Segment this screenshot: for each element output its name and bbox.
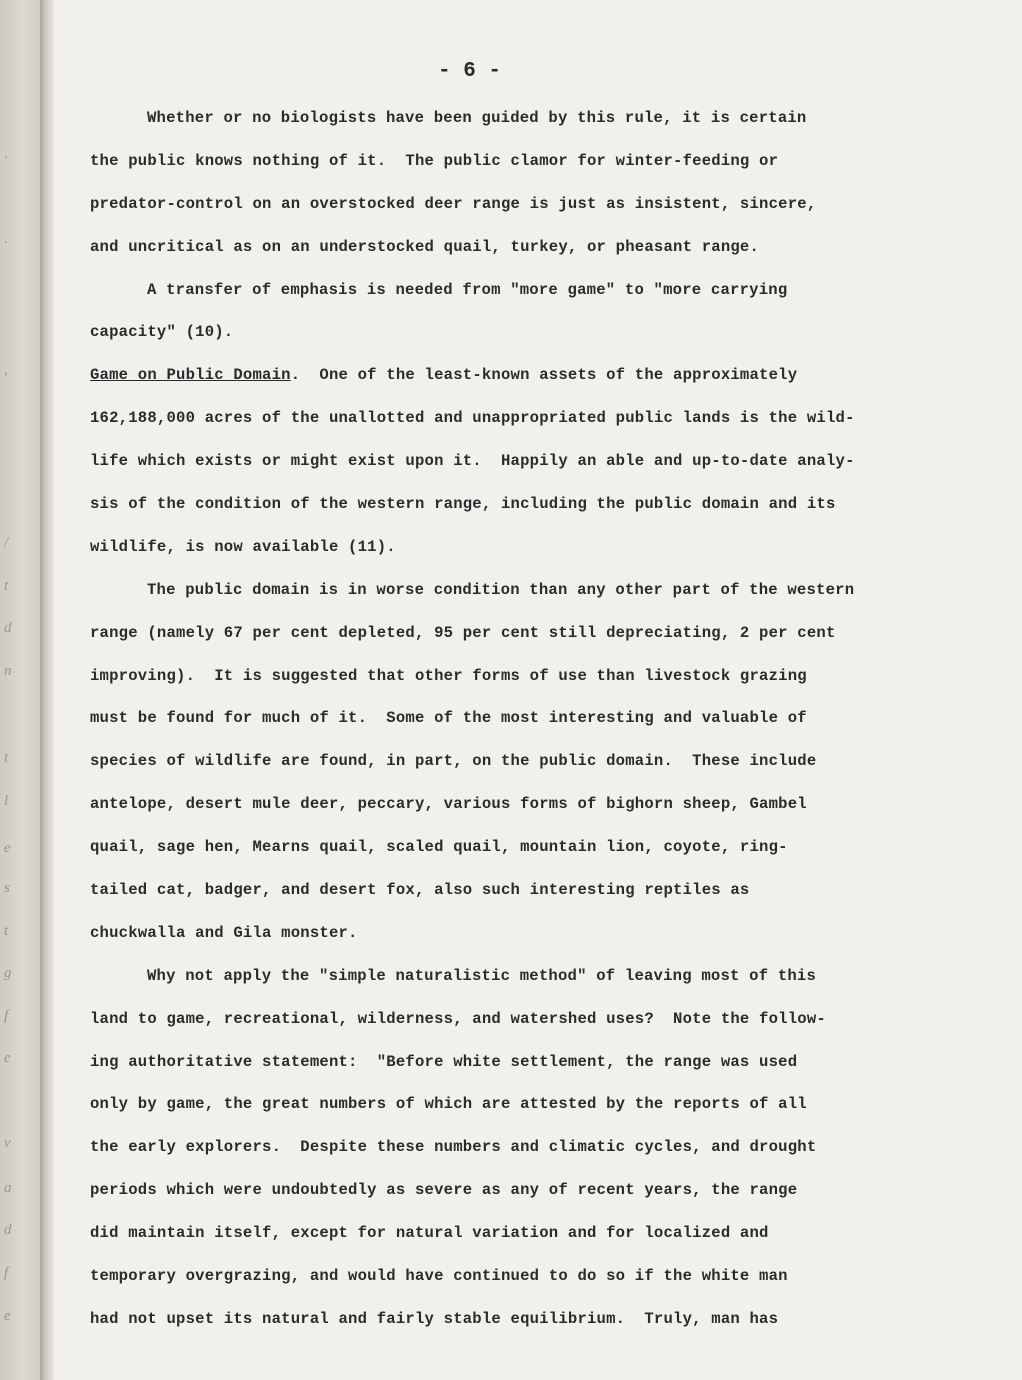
section-heading: Game on Public Domain <box>90 366 291 385</box>
text-line <box>90 612 950 655</box>
edge-mark: l <box>4 793 9 809</box>
body-text <box>90 97 950 1341</box>
edge-mark: g <box>4 965 12 981</box>
line-text: temporary overgrazing, and would have continued to do so if the white man <box>90 1267 788 1286</box>
text-line <box>90 269 950 312</box>
line-text: land to game, recreational, wilderness, and watershed uses? Note the follow- <box>90 1009 826 1028</box>
line-text: ing authoritative statement: "Before white settlement, the range was used <box>90 1052 798 1071</box>
text-line <box>90 226 950 269</box>
line-text: tailed cat, badger, and desert fox, also such interesting reptiles as <box>90 881 750 900</box>
edge-mark: t <box>4 923 9 939</box>
text-line <box>90 1041 950 1084</box>
text-line <box>90 483 950 526</box>
text-line <box>90 869 950 912</box>
line-text: species of wildlife are found, in part, on the public domain. These include <box>90 752 817 771</box>
edge-mark: · <box>4 150 8 166</box>
line-text: improving). It is suggested that other forms of use than livestock grazing <box>90 666 807 685</box>
text-line <box>90 440 950 483</box>
line-text: quail, sage hen, Mearns quail, scaled quail, mountain lion, coyote, ring- <box>90 838 788 857</box>
edge-mark: d <box>4 1222 12 1238</box>
text-line <box>90 354 950 397</box>
text-line <box>90 955 950 998</box>
text-line <box>90 1126 950 1169</box>
edge-mark: , <box>4 362 8 378</box>
text-line <box>90 697 950 740</box>
edge-mark: e <box>4 1050 11 1066</box>
text-line <box>90 740 950 783</box>
text-line <box>90 1212 950 1255</box>
edge-mark: f <box>4 1008 9 1024</box>
text-line <box>90 183 950 226</box>
text-line <box>90 97 950 140</box>
page-number: - 6 - <box>438 60 502 83</box>
binding-gutter <box>40 0 54 1380</box>
edge-mark: s <box>4 880 10 896</box>
text-line <box>90 1298 950 1341</box>
line-text: capacity" (10). <box>90 323 234 342</box>
edge-mark: e <box>4 1308 11 1324</box>
line-text: . One of the least-known assets of the approximately <box>290 366 798 385</box>
text-line <box>90 826 950 869</box>
edge-mark: · <box>4 235 8 251</box>
text-line <box>90 569 950 612</box>
line-text: the public knows nothing of it. The public clamor for winter-feeding or <box>90 151 779 170</box>
text-line <box>90 397 950 440</box>
edge-mark: a <box>4 1180 12 1196</box>
line-text: did maintain itself, except for natural variation and for localized and <box>90 1224 769 1243</box>
line-text: sis of the condition of the western range, including the public domain and its <box>90 495 836 514</box>
document-page <box>54 0 1022 1380</box>
line-text: predator-control on an overstocked deer range is just as insistent, sincere, <box>90 194 817 213</box>
edge-mark: t <box>4 750 9 766</box>
text-line <box>90 140 950 183</box>
edge-mark: e <box>4 840 11 856</box>
text-line <box>90 526 950 569</box>
text-line <box>90 1169 950 1212</box>
line-text: range (namely 67 per cent depleted, 95 per cent still depreciating, 2 per cent <box>90 623 836 642</box>
line-text: life which exists or might exist upon it. Happily an able and up-to-date analy- <box>90 452 855 471</box>
edge-mark: t <box>4 578 9 594</box>
line-text: must be found for much of it. Some of the most interesting and valuable of <box>90 709 807 728</box>
edge-mark: f <box>4 1265 9 1281</box>
text-line <box>90 311 950 354</box>
line-text: only by game, the great numbers of which are attested by the reports of all <box>90 1095 807 1114</box>
line-text: chuckwalla and Gila monster. <box>90 923 358 942</box>
edge-mark: v <box>4 1135 11 1151</box>
line-text: periods which were undoubtedly as severe as any of recent years, the range <box>90 1181 798 1200</box>
line-text: had not upset its natural and fairly stable equilibrium. Truly, man has <box>90 1309 779 1328</box>
line-text: the early explorers. Despite these numbers and climatic cycles, and drought <box>90 1138 817 1157</box>
text-line <box>90 783 950 826</box>
line-text: and uncritical as on an understocked quail, turkey, or pheasant range. <box>90 237 760 256</box>
text-line <box>90 998 950 1041</box>
line-text: The public domain is in worse condition than any other part of the western <box>147 580 855 599</box>
edge-mark: d <box>4 620 12 636</box>
text-line <box>90 912 950 955</box>
text-line <box>90 1255 950 1298</box>
line-text: antelope, desert mule deer, peccary, various forms of bighorn sheep, Gambel <box>90 795 807 814</box>
text-line <box>90 655 950 698</box>
edge-mark: / <box>4 535 9 551</box>
line-text: wildlife, is now available (11). <box>90 537 396 556</box>
edge-mark: n <box>4 663 12 679</box>
left-page-edge <box>0 0 40 1380</box>
line-text: Whether or no biologists have been guided by this rule, it is certain <box>147 109 807 127</box>
line-text: 162,188,000 acres of the unallotted and unappropriated public lands is the wild- <box>90 409 855 428</box>
line-text: Why not apply the "simple naturalistic method" of leaving most of this <box>147 966 817 985</box>
line-text: A transfer of emphasis is needed from "more game" to "more carrying <box>147 280 788 299</box>
text-line <box>90 1083 950 1126</box>
